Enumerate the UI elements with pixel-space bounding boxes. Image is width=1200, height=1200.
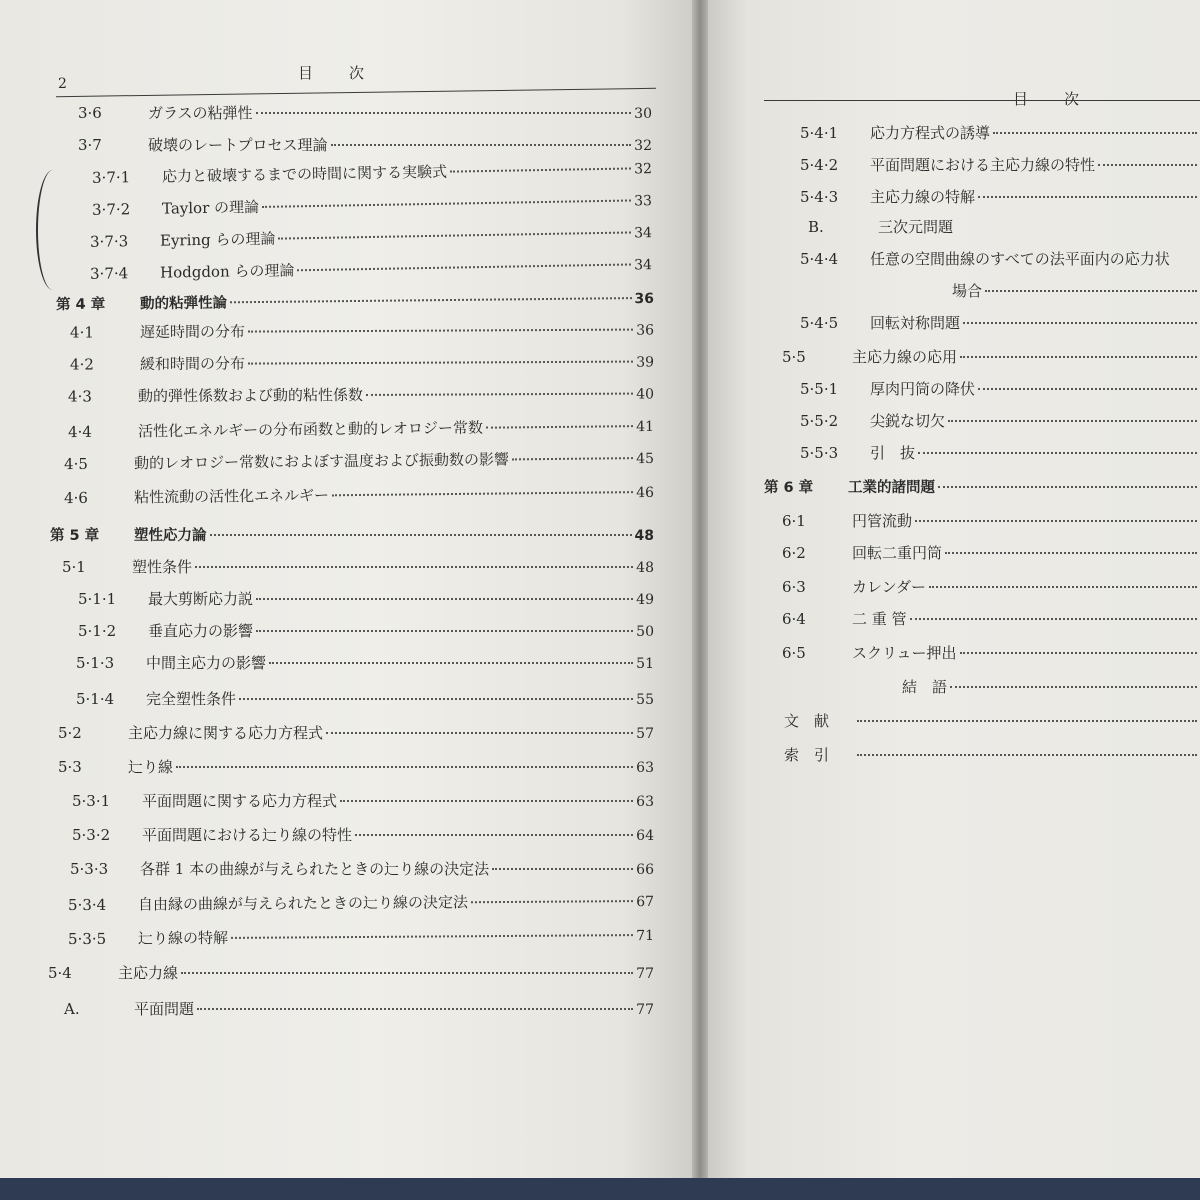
toc-leader — [978, 196, 1197, 198]
toc-title: 辷り線 — [128, 758, 174, 776]
toc-leader — [366, 393, 633, 396]
toc-title: 場合 — [952, 282, 983, 300]
toc-title: 活性化エネルギーの分布函数と動的レオロジー常数 — [137, 418, 484, 441]
toc-title: ガラスの粘弾性 — [148, 104, 253, 122]
toc-title: 遅延時間の分布 — [139, 322, 246, 342]
toc-entry — [782, 510, 1200, 531]
toc-title: 各群 1 本の曲線が与えられたときの辷り線の決定法 — [140, 860, 490, 878]
toc-number: 4·2 — [69, 355, 94, 374]
toc-number: 6·4 — [782, 610, 806, 628]
toc-leader — [340, 800, 633, 802]
toc-title: 二 重 管 — [852, 610, 907, 628]
toc-entry — [782, 346, 1200, 367]
toc-number: 4·5 — [63, 454, 88, 474]
toc-entry — [808, 216, 1200, 237]
toc-leader — [978, 388, 1197, 390]
toc-leader — [239, 698, 633, 700]
toc-entry — [832, 676, 1200, 697]
toc-title: Eyring らの理論 — [159, 229, 276, 250]
toc-entry — [782, 576, 1200, 597]
toc-leader — [910, 618, 1197, 620]
toc-title: 引 抜 — [870, 444, 916, 462]
toc-number: 5·3·5 — [67, 929, 107, 949]
toc-number: 4·6 — [63, 488, 88, 508]
toc-number: 第 5 章 — [50, 528, 100, 544]
toc-page: 40 — [636, 386, 655, 403]
toc-leader — [918, 452, 1197, 454]
toc-entry — [800, 154, 1200, 175]
toc-entry — [78, 134, 652, 155]
toc-number: 3·7·4 — [89, 264, 129, 283]
toc-number: 5·4·3 — [800, 188, 839, 206]
toc-chapter — [56, 287, 654, 314]
toc-entry — [64, 481, 654, 508]
toc-title: 厚肉円筒の降伏 — [870, 380, 976, 398]
toc-page: 48 — [636, 560, 654, 576]
toc-title: カレンダー — [852, 578, 927, 596]
toc-page: 33 — [634, 193, 653, 210]
toc-title: 動的レオロジー常数におよぼす温度および振動数の影響 — [133, 450, 510, 473]
toc-entry — [784, 710, 1200, 731]
toc-leader — [960, 652, 1197, 654]
toc-number: 5·4·1 — [800, 124, 839, 142]
toc-number: 5·5·2 — [800, 412, 839, 430]
toc-leader — [993, 132, 1197, 134]
toc-page: 41 — [636, 418, 655, 436]
right-page — [708, 0, 1200, 1200]
header-rule — [56, 88, 656, 97]
toc-leader — [945, 552, 1197, 554]
toc-title: 辷り線の特解 — [137, 928, 229, 948]
toc-leader — [985, 290, 1197, 292]
toc-title: 結 語 — [902, 678, 948, 696]
toc-entry — [64, 998, 654, 1019]
toc-leader — [938, 486, 1197, 488]
toc-title: 応力と破壊するまでの時間に関する実験式 — [161, 162, 448, 186]
toc-title: 回転対称問題 — [870, 314, 961, 332]
toc-leader — [486, 425, 633, 429]
toc-leader — [269, 662, 633, 664]
toc-leader — [512, 457, 633, 460]
toc-page: 51 — [636, 656, 654, 672]
toc-entry — [800, 186, 1200, 207]
toc-entry — [90, 221, 652, 252]
toc-number: A. — [64, 1000, 80, 1018]
toc-page: 57 — [636, 726, 654, 742]
toc-leader — [297, 263, 631, 271]
toc-leader — [950, 686, 1197, 688]
toc-title: 主応力線の特解 — [870, 188, 976, 206]
toc-number: 5·5·3 — [800, 444, 839, 462]
toc-number: 6·1 — [782, 512, 806, 530]
toc-title: 完全塑性条件 — [146, 690, 237, 708]
toc-leader — [326, 732, 633, 734]
toc-title: 動的粘弾性論 — [139, 295, 228, 313]
toc-number: 4·3 — [67, 387, 92, 406]
toc-page: 45 — [636, 450, 655, 468]
toc-title: 主応力線の応用 — [852, 348, 958, 366]
toc-entry — [782, 608, 1200, 629]
toc-leader — [471, 900, 633, 903]
toc-title: 粘性流動の活性化エネルギー — [133, 486, 330, 507]
toc-title: 工業的諸問題 — [848, 480, 935, 496]
toc-entry — [800, 410, 1200, 431]
toc-number: 5·4 — [48, 964, 72, 982]
toc-number: 第 6 章 — [764, 480, 814, 496]
toc-entry — [68, 382, 654, 406]
toc-entry — [68, 415, 654, 442]
toc-page: 32 — [634, 138, 652, 154]
toc-number: 5·4·2 — [800, 156, 839, 174]
toc-title: 最大剪断応力説 — [148, 590, 254, 608]
toc-leader — [230, 297, 632, 303]
toc-page: 63 — [636, 760, 654, 776]
toc-title: Hodgdon らの理論 — [159, 261, 295, 282]
running-head: 目 次 — [298, 64, 367, 82]
toc-entry — [78, 620, 654, 641]
toc-leader — [857, 720, 1197, 722]
toc-entry — [70, 350, 654, 374]
toc-page: 34 — [634, 225, 653, 242]
toc-entry — [882, 280, 1200, 301]
toc-number: 索 引 — [784, 746, 830, 764]
toc-number: 5·3 — [58, 758, 82, 776]
toc-title: 応力方程式の誘導 — [870, 124, 991, 142]
toc-page: 48 — [634, 528, 654, 544]
toc-leader — [210, 534, 632, 536]
toc-entry — [78, 102, 652, 123]
toc-page: 50 — [636, 624, 654, 640]
toc-leader — [331, 144, 632, 146]
toc-number: 5·4·5 — [800, 314, 839, 332]
toc-title: 尖鋭な切欠 — [870, 412, 946, 430]
toc-chapter — [50, 524, 654, 545]
toc-title: 塑性条件 — [132, 558, 193, 576]
toc-leader — [492, 868, 633, 870]
toc-leader — [231, 934, 633, 939]
toc-leader — [197, 1008, 633, 1010]
page-number: 2 — [58, 76, 67, 92]
toc-leader — [857, 754, 1197, 756]
toc-page: 36 — [634, 290, 655, 308]
toc-number: 5·1 — [62, 558, 86, 576]
toc-leader — [195, 566, 633, 568]
toc-page: 63 — [636, 794, 654, 810]
toc-entry — [48, 962, 654, 983]
toc-leader — [332, 491, 633, 496]
toc-title: 塑性応力論 — [134, 528, 207, 544]
toc-number: 5·1·3 — [76, 654, 115, 672]
toc-title: 破壊のレートプロセス理論 — [148, 136, 328, 154]
toc-title: スクリュー押出 — [852, 644, 957, 662]
toc-title: 平面問題における主応力線の特性 — [870, 156, 1096, 174]
toc-entry — [72, 824, 654, 845]
toc-entry — [782, 542, 1200, 563]
toc-title: 平面問題における辷り線の特性 — [142, 826, 353, 844]
toc-leader — [278, 231, 631, 239]
toc-entry — [92, 157, 652, 188]
toc-number: 3·7·2 — [91, 200, 131, 219]
toc-leader — [963, 322, 1197, 324]
toc-number: 4·1 — [69, 323, 94, 342]
toc-entry — [78, 588, 654, 609]
toc-chapter — [764, 476, 1200, 497]
toc-number: 5·4·4 — [800, 250, 839, 268]
toc-title: 回転二重円筒 — [852, 544, 943, 562]
toc-entry — [76, 688, 654, 709]
toc-number: 3·7·1 — [91, 168, 131, 187]
toc-page: 49 — [636, 592, 654, 608]
toc-leader — [915, 520, 1197, 522]
toc-entry — [800, 442, 1200, 463]
toc-title: 任意の空間曲線のすべての法平面内の応力状 — [870, 250, 1170, 268]
toc-number: 6·2 — [782, 544, 806, 562]
toc-number: 文 献 — [784, 712, 830, 730]
toc-number: 5·3·2 — [72, 826, 111, 844]
toc-number: 5·1·1 — [78, 590, 117, 608]
toc-entry — [58, 722, 654, 743]
toc-number: 5·5 — [782, 348, 806, 366]
toc-entry — [800, 378, 1200, 399]
toc-page: 55 — [636, 692, 654, 708]
toc-entry — [68, 924, 654, 949]
toc-leader — [181, 972, 633, 974]
toc-number: 4·4 — [67, 422, 92, 442]
toc-title: 中間主応力の影響 — [146, 654, 267, 672]
toc-leader — [450, 167, 631, 172]
toc-entry — [784, 744, 1200, 765]
toc-title: 主応力線に関する応力方程式 — [128, 724, 324, 742]
toc-leader — [355, 834, 633, 836]
toc-page: 77 — [636, 966, 654, 982]
toc-title: 動的弾性係数および動的粘性係数 — [137, 385, 364, 406]
toc-number: 5·3·1 — [72, 792, 111, 810]
toc-title: 円管流動 — [852, 512, 913, 530]
toc-entry — [800, 248, 1200, 269]
toc-number: 5·3·3 — [70, 860, 109, 878]
toc-leader — [1098, 164, 1197, 166]
toc-leader — [256, 630, 633, 632]
toc-title: 平面問題 — [134, 1000, 195, 1018]
toc-number: 3·7 — [78, 136, 102, 154]
toc-entry — [58, 756, 654, 777]
toc-leader — [176, 766, 633, 768]
toc-entry — [90, 253, 652, 284]
toc-title: 主応力線 — [118, 964, 179, 982]
toc-entry — [76, 652, 654, 673]
toc-page: 77 — [636, 1002, 654, 1018]
toc-entry — [70, 858, 654, 879]
toc-entry — [72, 790, 654, 811]
toc-title: 緩和時間の分布 — [139, 354, 246, 374]
toc-page: 46 — [636, 484, 655, 502]
toc-page: 66 — [636, 862, 654, 878]
toc-leader — [960, 356, 1197, 358]
toc-entry — [62, 556, 654, 577]
toc-entry — [68, 890, 654, 915]
toc-number: 6·5 — [782, 644, 806, 662]
toc-leader — [256, 112, 632, 114]
toc-number: 3·6 — [78, 104, 102, 122]
toc-entry — [70, 318, 654, 342]
toc-number: 6·3 — [782, 578, 806, 596]
toc-leader — [256, 598, 633, 600]
toc-title: 三次元問題 — [878, 218, 954, 236]
toc-entry — [800, 312, 1200, 333]
toc-number: B. — [808, 218, 824, 236]
toc-page: 32 — [634, 161, 653, 178]
toc-number: 3·7·3 — [89, 232, 129, 251]
toc-leader — [948, 420, 1197, 422]
toc-number: 第 4 章 — [55, 296, 106, 314]
toc-page: 34 — [634, 257, 653, 274]
toc-title: 自由縁の曲線が与えられたときの辷り線の決定法 — [137, 893, 469, 914]
toc-title: Taylor の理論 — [161, 197, 260, 218]
toc-number: 5·1·2 — [78, 622, 117, 640]
toc-title: 平面問題に関する応力方程式 — [142, 792, 338, 810]
toc-leader — [248, 361, 633, 365]
toc-page: 64 — [636, 828, 654, 844]
toc-entry — [64, 447, 654, 474]
toc-number: 5·5·1 — [800, 380, 839, 398]
running-head-right: 目 次 — [1013, 90, 1082, 108]
toc-entry — [800, 122, 1200, 143]
toc-page: 67 — [636, 893, 655, 911]
header-rule-right — [764, 100, 1200, 101]
toc-page: 71 — [636, 927, 655, 945]
toc-number: 5·3·4 — [67, 895, 107, 915]
toc-leader — [929, 586, 1197, 588]
toc-number: 5·2 — [58, 724, 82, 742]
toc-title: 垂直応力の影響 — [148, 622, 254, 640]
toc-entry — [782, 642, 1200, 663]
book-cover-edge — [0, 1178, 1200, 1200]
toc-entry — [92, 189, 652, 220]
toc-number: 5·1·4 — [76, 690, 115, 708]
toc-page: 30 — [634, 106, 652, 122]
toc-leader — [248, 329, 633, 333]
toc-page: 36 — [636, 322, 655, 339]
book-gutter — [692, 0, 708, 1200]
bracket-mark — [36, 170, 64, 290]
toc-leader — [262, 199, 631, 207]
toc-page: 39 — [636, 354, 655, 371]
